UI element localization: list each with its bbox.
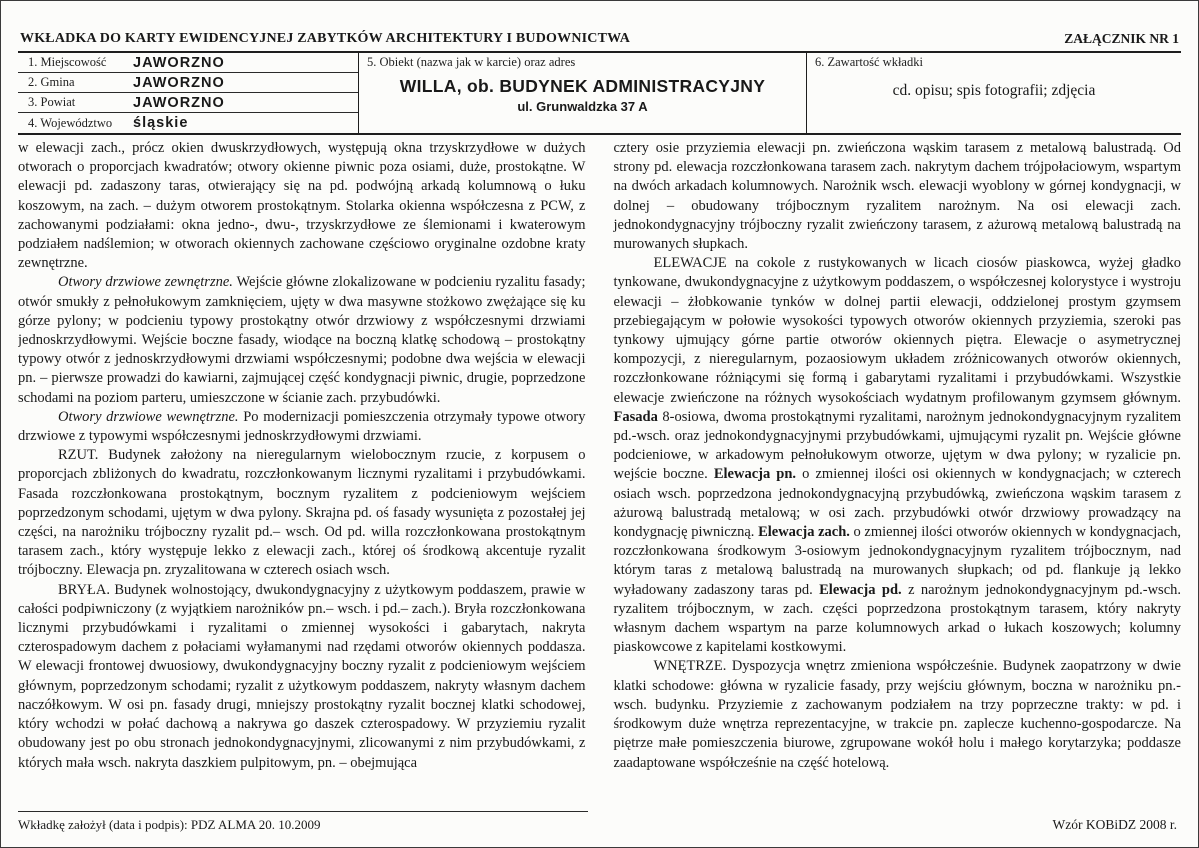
location-row (18, 93, 358, 113)
field-label: 1. Miejscowość (28, 55, 107, 69)
footer-template-credit: Wzór KOBiDZ 2008 r. (1052, 817, 1177, 832)
contents-field-label: 6. Zawartość wkładki (815, 55, 923, 69)
field-label: 2. Gmina (28, 75, 75, 89)
location-row (18, 53, 358, 73)
paragraph (614, 254, 1182, 657)
text-run: w elewacji zach., prócz okien dwuskrzydłowych, występują okna trzyskrzydłowe w dużych otworach o proporcjach kwadratów; otwory okienne piwnic poza osiami, duże, prostokątne. W elewacji pd. zadaszony taras, otwierający się na pd. podwójną arkadą kolumnową o łuku koszowym, na zach. – dużym otworem prostokątnym. Stolarka okienna współczesna z PCW, z zachowanymi podziałami: okna jedno-, dwu-, trzyskrzydłowe ze ślemionami i kwaterowym podziałem nadślemion; w otworach okiennych zachowane częściowo oryginalne ozdobne kraty zewnętrzne. (18, 140, 586, 272)
italic-text-run: Otwory drzwiowe zewnętrzne. (58, 274, 233, 291)
annex-label: ZAŁĄCZNIK NR 1 (1064, 31, 1179, 46)
text-run: cztery osie przyziemia elewacji pn. zwieńczona wąskim tarasem z metalową balustradą. Od strony pd. elewacja rozczłonkowana tarasem zach. nakrytym dachem trójpołaciowym, wspartym na dwóch arkadach kolumnowych. Narożnik wsch. elewacji wyoblony w górnej kondygnacji, w dolnej – obudowany trójbocznym ryzalitem narożnym. Na osi elewacji zach. jednokondygnacyjny trójboczny ryzalit zwieńczony tarasem, z ażurową metalową balustradą na murowanych słupkach. (613, 140, 1181, 253)
location-row (18, 113, 358, 133)
contents-cell (806, 53, 1181, 133)
italic-text-run: Otwory drzwiowe wewnętrzne. (58, 408, 239, 425)
location-row (18, 73, 358, 93)
paragraph (18, 139, 586, 273)
field-label: 4. Województwo (28, 115, 113, 130)
field-value: JAWORZNO (133, 94, 225, 111)
info-table (18, 51, 1181, 135)
text-run: WNĘTRZE. Dyspozycja wnętrz zmieniona współcześnie. Budynek zaopatrzony w dwie klatki schodowe: główna w ryzalicie fasady, przy wejściu głównym, boczna w narożniku pn.-wsch. budynku. Przyziemie z zachowanym podziałem na trzy poprzeczne trakty: w pd. i środkowym duże wnętrza reprezentacyjne, w trakcie pn. zaplecze kuchenno-gospodarcze. Na piętrze małe pomieszczenia biurowe, zgrupowane wokół holu i małego korytarzyka; poddasze zaadaptowane współcześnie na część hotelową. (613, 658, 1181, 771)
paragraph (18, 446, 586, 580)
field-value: śląskie (133, 115, 189, 131)
text-run: o zmiennej ilości osi okiennych w kondygnacjach; w czterech osiach wsch. poprzedzona jednokondygnacyjną przybudówką, zwieńczona wąskim tarasem z ażurową balustradą metalową; w osi zach. przybudówki otwór drzwiowy prowadzący na kondygnację piwniczną. (613, 466, 1181, 541)
text-run: o zmiennej ilości otworów okiennych w kondygnacjach, rozczłonkowana środkowym 3-osiowym jednokondygnacyjnym ryzalitem trójbocznym, nad którym taras z metalową balustradą na murowanych słupkach; od pd. flankuje ją lekko wyładowany zadaszony taras pd. (613, 524, 1181, 598)
contents-value: cd. opisu; spis fotografii; zdjęcia (892, 82, 1096, 99)
bold-text-run: Fasada (613, 408, 658, 425)
bold-text-run: Elewacja pd. (819, 581, 902, 598)
footer-filed-by: Wkładkę założył (data i podpis): PDZ ALMA 20. 10.2009 (18, 811, 588, 833)
field-value: JAWORZNO (133, 54, 225, 71)
field-label: 3. Powiat (28, 95, 76, 109)
text-run: RZUT. Budynek założony na nieregularnym wielobocznym rzucie, z korpusem o proporcjach zbliżonych do kwadratu, rozczłonkowanym licznymi ryzalitami i przybudówkami. Fasada rozczłonkowana prostokątnym, bocznym ryzalitem z podcieniowym wejściem poprzedzonym schodami, ujętym w dwa pylony. Skrajna pd. oś fasady wysunięta z pozostałej jej części, na narożniku trójboczny ryzalit pd.– wsch. Od pd. willa rozczłonkowana prostokątnym tarasem zach., który występuje lekko z elewacji zach., której oś środkową akcentuje ryzalit trójboczny. Elewacja pn. zryzalitowana w czterech osiach wsch. (18, 447, 586, 579)
object-name: WILLA, ob. BUDYNEK ADMINISTRACYJNY (399, 76, 766, 96)
paragraph (18, 273, 586, 407)
paragraph (18, 408, 586, 446)
body-text (18, 139, 1181, 793)
text-run: Wejście główne zlokalizowane w podcieniu ryzalitu fasady; otwór smukły z pełnołukowym zamknięciem, ujęty w dwa masywne stożkowo zwężające się ku górze pylony; w podcieniu typowy prostokątny otwór drzwiowy z współczesnymi drzwiami jednoskrzydłowymi. Wejście boczne fasady, wiodące na boczną klatkę schodową – prostokątny typowy otwór z jednoskrzydłowymi drzwiami współczesnymi; podobne dwa wejścia w elewacji pn. – pierwsze prowadzi do kawiarni, zajmującej część kondygnacji piwnic, drugie, poprzedzone schodami na poziom parteru, umieszczone w ścianie zach. przybudówki. (18, 274, 586, 406)
text-run: BRYŁA. Budynek wolnostojący, dwukondygnacyjny z użytkowym poddaszem, prawie w całości podpiwniczony (z wyjątkiem narożników pn.– wsch. i pd.– zach.). Bryła rozczłonkowana licznymi przybudówkami i ryzalitami o zmiennej wysokości i gabarytach, nakryta czterospadowym dachem z połaciami wyłamanymi nad rzędami otworów okiennych poddasza. W elewacji frontowej dwuosiowy, dwukondygnacyjny boczny ryzalit z podcieniowym wejściem głównym, poprzedzonym schodami; ryzalit z użytkowym poddaszem, nakryty własnym dachem naczółkowym. W osi pn. fasady drugi, mniejszy prostokątny ryzalit bocznej klatki schodowej, który wchodzi w połać dachową a nakrywa go daszek czterospadowy. W przyziemiu ryzalit obudowany jest po obu stronach jednokondygnacyjnymi, zlicowanymi z nim przybudówkami, z których mała wsch. nakryta daszkiem pulpitowym, pn. – obejmująca (18, 581, 586, 771)
document-header (18, 1, 1181, 51)
object-field-label: 5. Obiekt (nazwa jak w karcie) oraz adres (367, 55, 576, 69)
location-fields (18, 53, 358, 133)
field-value: JAWORZNO (133, 74, 225, 91)
paragraph (18, 581, 586, 773)
paragraph (614, 657, 1182, 772)
paragraph (614, 139, 1182, 254)
document-footer (18, 811, 1181, 833)
object-cell (358, 53, 806, 133)
text-run: z narożnym jednokondygnacyjnym pd.-wsch. ryzalitem trójbocznym, w zach. części poprzedzona prostokątnym tarasem, który nakryty własnym dachem wspartym na parze kolumnowych arkad o łukach koszowych; kolumny piaskowcowe z kapitelami kostkowymi. (613, 581, 1181, 656)
right-column (614, 139, 1182, 793)
left-column (18, 139, 586, 793)
bold-text-run: Elewacja pn. (713, 466, 797, 483)
text-run: 8-osiowa, dwoma prostokątnymi ryzalitami, narożnym jednokondygnacyjnym ryzalitem pd.-wsch. oraz jednokondygnacyjnymi przybudówkami, ujmującymi ryzalit pn. Wejście główne podcieniowe, w arkadowym pełnołukowym otworze, ujętym w dwa pylony; w ryzalicie pn. wejście boczne. (613, 408, 1181, 483)
text-run: ELEWACJE na cokole z rustykowanych w licach ciosów piaskowca, wyżej gładko tynkowane, dwukondygnacyjne z użytkowym poddaszem, o współczesnej kolorystyce i wystroju elewacji – żłobkowanie tynków w dolnej partii elewacji, oddzielonej prostym gzymsem przebiegającym w połowie wysokości typowych otworów okiennych przyziemia, szeroki pas tynkowy ujmujący górne partie otworów okiennych piętra. Elewacje o asymetrycznej kompozycji, z nieregularnym, pozaosiowym układem zróżnicowanych otworów okiennych, rozczłonkowane różniącymi się formą i gabarytami ryzalitami i przybudówkami. Wszystkie elewacje zwieńczone na różnych wysokościach wydatnym profilowanym gzymsem głównym. (613, 255, 1181, 406)
text-run: Po modernizacji pomieszczenia otrzymały typowe otwory drzwiowe z typowymi współczesnymi jednoskrzydłowymi drzwiami. (18, 408, 586, 445)
bold-text-run: Elewacja zach. (758, 524, 850, 541)
object-address: ul. Grunwaldzka 37 A (517, 99, 648, 114)
document-title: WKŁADKA DO KARTY EWIDENCYJNEJ ZABYTKÓW ARCHITEKTURY I BUDOWNICTWA (20, 31, 631, 46)
